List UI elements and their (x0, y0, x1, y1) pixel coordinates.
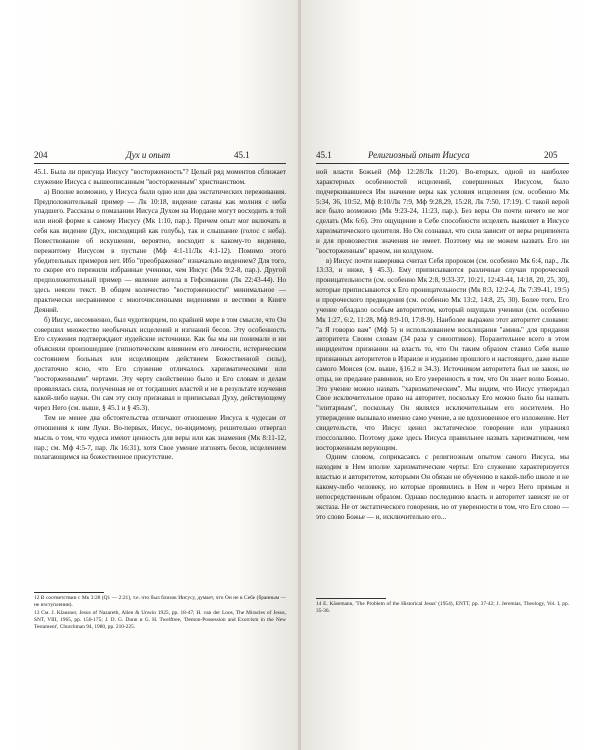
paragraph: б) Иисус, несомненно, был чудотворцем, по крайней мере в том смысле, что Он совершил множество необычных исцелений и изгнаний бесов. Эту особенность Его служения подтверждают иудейские источники. Как бы мы ни понимали и ни объясняли произошедшее (гипнотическим влиянием его личности, истерическим состоянием больных или исцеляющим действием Божественной силы), достаточно ясно, что Его служение отличалось харизматическими или "восторженными" чертами. Эту черту свойственно было и Его словам и делам проявлялась сила, полученная не от тогдашних властей и не в результате изучения какой-либо науки. Он сам эту силу признавал и приписывал Духу, действующему через Него (см. выше, § 45.1 и § 45.3). (34, 315, 286, 413)
footnote-rule (34, 592, 104, 593)
page-number: 204 (34, 150, 48, 160)
section-number: 45.1 (316, 150, 332, 160)
footnote: 14 E. Käsemann, 'The Problem of the Historical Jesus' (1954), ENTT, pp. 37-42; J. Jeremias, Theology, Vol. I, pp. 35-36. (316, 601, 569, 614)
paragraph: в) Иисус почти наверняка считал Себя пророком (см. особенно Мк 6:4, пар., Лк 13:33, и ниже, § 45.3). Ему приписываются различные случаи пророческой проницательности (см. особенно Мк 2:8, 9:33-37, 10:21, 12:43-44, 14:18, 20, 25, 30), которые приписываются к Его проницательности (Мк 8:3, 12:2-4, Лк 7:39-41, 19:5) и пророческого предвидения (см. особенно Мк 13:2, 14:8, 25, 30). Более того, Его учение обладало особым авторитетом, который ощущали ученики (см. особенно Мк 1:27, 6:2, 11:28, Мф 8:9-10, 17:8-9). Наиболее выражен этот авторитет словами: "а Я говорю вам" (Мф 5) и использованием восклицания "аминь" для придания авторитета Своим словам (34 раза у синоптиков). Поразительнее всего в этом инцидентом признании на власть то, что Он таким образом ставил Себя выше признанных авторитетов в Израиле и иудаизме прошлого и настоящего, даже выше самого Моисея (см. выше, §16.2 и 34.3). Источником авторитета был не закон, не отцы, не предание раввинов, но Его уверенность в том, что Он знает волю Божью. Это учение можно назвать "харизматическим". Мы видим, что Иисус утверждал Свое исключительное право на авторитет, поскольку Его можно было бы назвать "элитарным", поскольку Он являлся исключительным его носителем. Но утверждение вызывало именно само учение, а не вдохновенное его изложение. Нет свидетельств, что Иисус ценил экстатическое говорение или упражнял глоссолалию. Поэтому даже здесь Иисуса правильнее назвать харизматиком, чем восторженным верующим. (316, 256, 569, 452)
body-text (316, 168, 569, 522)
footnotes (34, 595, 286, 632)
body-text (34, 168, 286, 463)
paragraph: а) Вполне возможно, у Иисуса были одно или два экстатических переживания. Предположительный пример — Лк 10:18, видение сатаны как молния с неба упадшего. Рассказы о помазании Иисуса Духом на Иордане могут восходить в той или иной форме к самому Иисусу (Мк 1:10, пар.). Причем опыт мог включать в себя как видение (Дух, нисходящий как голубь), так и слышание (голос с неба). Повествование об искушении, вероятно, восходит к какому-то видению, пережитому Иисусом в пустыне (Мф 4:1-11/Лк 4:1-12). Помимо этого убедительных примеров нет. Ибо "преображение" изначально видением? Для того, то скорее его пережили избранные ученики, чем Иисус (Мк 9:2-8, пар.). Другой предположительный пример — явление ангела в Гефсимании (Лк 22:43-44). Но здесь неясен текст. В общем количество "восторженности" минимальное — практически несравнимое с многочисленными видениями и вестями в Книге Деяний. (34, 187, 286, 314)
page-header (316, 150, 569, 164)
right-page (301, 0, 600, 750)
footnote-rule (316, 598, 386, 599)
header-rule (316, 163, 569, 164)
running-title: Дух и опыт (126, 150, 171, 160)
footnote: 12 В соответствии с Мк 3:28 (Q1 — 2:21), т.е. что был близок Иисусу, думает, что Он не в Себе (бранным — не изступлении). (34, 595, 286, 608)
footnotes (316, 601, 569, 616)
footnote: 13 См. J. Klausner, Jesus of Nazareth, Allen & Unwin 1925, pp. 18-47; H. van der Loos, The Miracles of Jesus, SNT, VIII, 1965, pp. 156-175; J. D. G. Dunn и G. H. Twelftree, 'Demon-Possession and Exorcism in the New Testament', Churchman 94, 1980, pp. 210-225. (34, 610, 286, 630)
left-page (0, 0, 299, 750)
paragraph: 45.1. Была ли присуща Иисусу "восторженность"? Целый ряд моментов сближает служение Иисуса с вышеописанным "восторженным" христианством. (34, 168, 286, 186)
section-number: 45.1 (234, 150, 250, 160)
paragraph: Одним словом, соприкасаясь с религиозным опытом самого Иисуса, мы находим в Нем вполне харизматические черты: Его служение характеризуется властью и авторитетом, которыми Он обязан не обучению в какой-либо школе и не какому-либо человеку, но которые проявились в Нем и через Него прямым и непосредственным образом. Однако последнюю власть и авторитет зависят не от экстаза. Не от экстатического говорения, но от уверенности в том, что Его слово — это слово Божье — и, исключительно его... (316, 453, 569, 521)
page-number: 205 (544, 150, 558, 160)
page-header (34, 150, 286, 164)
paragraph: ной власти Божьей (Мф 12:28/Лк 11:20). Во-вторых, одной из наиболее характерных особенностей исцелений, совершенных Иисусом, было подчеркивавшееся Им значение веры как условия исцеления (см. особенно Мк 5:34, 36, 10:52, Мф 8:10/Лк 7:9, Мф 9:28,29, 15:28, Лк 7:50, 17:19). С такой верой все было возможно (Мк 9:23-24, 11:23, пар.). Без веры Он почти ничего не мог сделать (Мк 6:6). Это ощущение в Себе способности исцелять выявляет в Иисусе харизматического целителя. Но Он сознавал, что сила зависит от веры реципиента и для провозвестия значения не имеет. Поэтому мы не можем назвать Его ни "восторженным" врачом, ни колдуном. (316, 168, 569, 255)
running-title: Религиозный опыт Иисуса (368, 150, 470, 160)
paragraph: Тем не менее два обстоятельства отличают отношение Иисуса к чудесам от отношения к ним Луки. Во-первых, Иисус, по-видимому, решительно отвергал мысль о том, что чудеса имеют ценность для веры или как знамения (Мк 8:11-12, пар.; см. Мф 4:5-7, пар. Лк 16:31), хотя Свое умение изгонять бесов, исцелением полагающимся на божественное присутствие. (34, 414, 286, 462)
header-rule (34, 163, 286, 164)
